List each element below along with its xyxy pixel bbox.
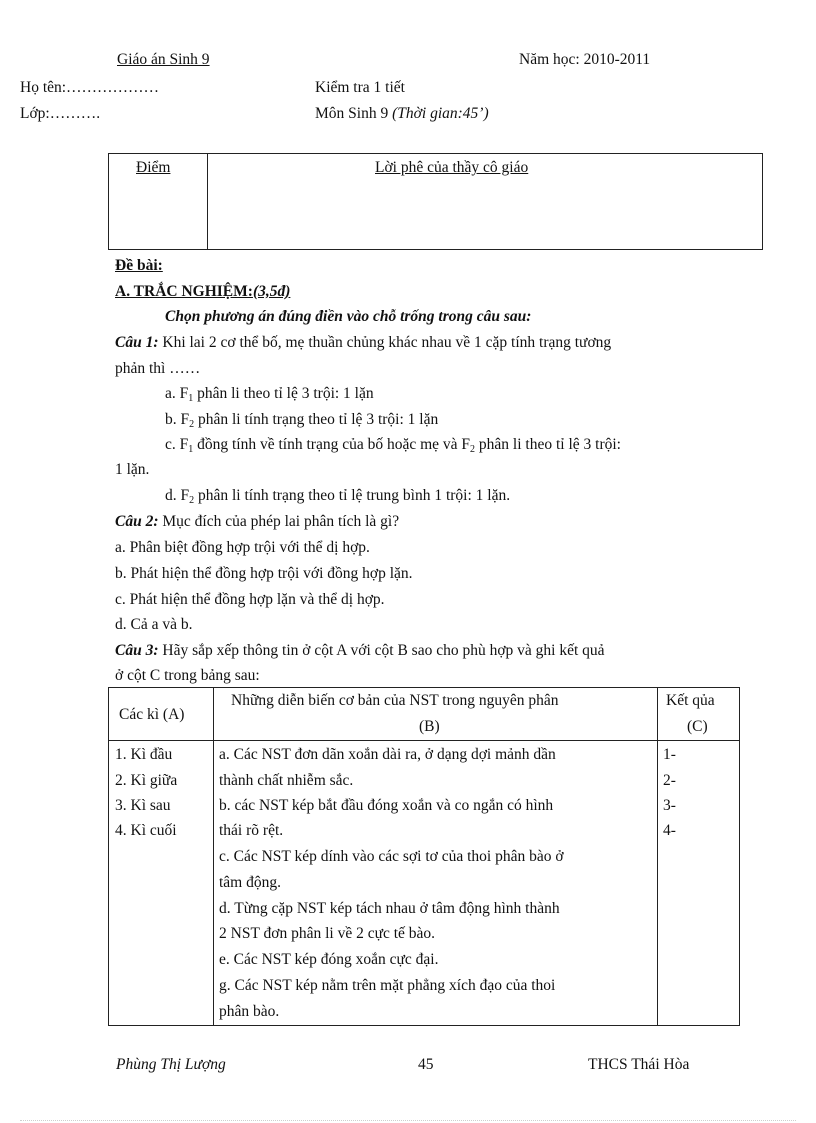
page-bottom-rule	[20, 1120, 796, 1121]
option-text: b. F	[165, 411, 190, 428]
grade-box	[108, 153, 763, 250]
school-name: THCS Thái Hòa	[588, 1056, 690, 1073]
page-number: 45	[418, 1056, 434, 1073]
teacher-comment-header: Lời phê của thầy cô giáo	[375, 159, 529, 176]
question-2-option-c: c. Phát hiện thể đồng hợp lặn và thể dị hợp.	[115, 591, 385, 608]
question-1-option-a	[165, 386, 374, 402]
stage-item: 1. Kì đầu	[115, 746, 173, 763]
event-line: g. Các NST kép nằm trên mặt phẳng xích đạo của thoi	[219, 977, 556, 994]
question-3-label: Câu 3:	[115, 642, 159, 659]
subject-label: Môn Sinh 9	[315, 105, 389, 122]
stage-item: 4. Kì cuối	[115, 822, 177, 839]
name-field-label: Họ tên:………………	[20, 79, 160, 96]
subscript: 1	[188, 444, 194, 455]
option-text: phân li tính trạng theo tỉ lệ 3 trội: 1 lặn	[194, 411, 439, 428]
question-1-option-c-cont: 1 lặn.	[115, 461, 150, 478]
event-line: a. Các NST đơn dãn xoắn dài ra, ở dạng dợi mảnh dần	[219, 746, 556, 763]
table-header-divider	[109, 740, 739, 741]
score-header: Điểm	[136, 159, 171, 176]
exam-title: Đề bài:	[115, 257, 163, 274]
question-1-option-c	[165, 437, 621, 453]
author-name: Phùng Thị Lượng	[116, 1056, 226, 1073]
result-item: 2-	[663, 772, 676, 789]
table-divider	[213, 688, 214, 1025]
question-2-option-d: d. Cả a và b.	[115, 616, 193, 633]
subscript: 2	[470, 444, 476, 455]
result-item: 1-	[663, 746, 676, 763]
option-text: a. F	[165, 385, 189, 402]
option-text: c. F	[165, 436, 189, 453]
column-b-header-2: (B)	[419, 718, 440, 735]
column-c-header-2: (C)	[687, 718, 708, 735]
question-1-option-d	[165, 488, 510, 504]
question-3-text-1: Hãy sắp xếp thông tin ở cột A với cột B sao cho phù hợp và ghi kết quả	[162, 642, 605, 659]
subscript: 2	[189, 495, 195, 506]
event-line: thành chất nhiễm sắc.	[219, 772, 354, 789]
event-line: d. Từng cặp NST kép tách nhau ở tâm động hình thành	[219, 900, 560, 917]
event-line: 2 NST đơn phân li về 2 cực tế bào.	[219, 925, 436, 942]
question-3-line-1	[115, 643, 739, 659]
option-text: phân li theo tỉ lệ 3 trội: 1 lặn	[193, 385, 374, 402]
column-a-header: Các kì (A)	[119, 706, 185, 723]
event-line: phân bào.	[219, 1003, 280, 1020]
question-2-option-b: b. Phát hiện thể đồng hợp trội với đồng hợp lặn.	[115, 565, 413, 582]
question-1-line-1	[115, 335, 739, 351]
question-1-text-2: phản thì ……	[115, 360, 201, 377]
event-line: thái rõ rệt.	[219, 822, 284, 839]
subject-line	[315, 106, 489, 122]
mitosis-stage-table	[108, 687, 740, 1026]
test-label: Kiểm tra 1 tiết	[315, 79, 405, 96]
column-c-header-1: Kết qủa	[666, 692, 715, 709]
result-item: 4-	[663, 822, 676, 839]
question-1-text-1: Khi lai 2 cơ thể bố, mẹ thuần chủng khác nhau về 1 cặp tính trạng tương	[162, 334, 612, 351]
option-text: đồng tính về tính trạng của bố hoặc mẹ và F	[193, 436, 471, 453]
question-1-option-b	[165, 412, 438, 428]
question-2-label: Câu 2:	[115, 513, 159, 530]
event-line: tâm động.	[219, 874, 281, 891]
school-year: Năm học: 2010-2011	[519, 51, 651, 68]
instruction: Chọn phương án đúng điền vào chỗ trống trong câu sau:	[165, 308, 532, 325]
event-line: c. Các NST kép dính vào các sợi tơ của thoi phân bào ở	[219, 848, 564, 865]
question-2-option-a: a. Phân biệt đồng hợp trội với thể dị hợp.	[115, 539, 370, 556]
question-2-text: Mục đích của phép lai phân tích là gì?	[158, 513, 400, 530]
option-text: phân li tính trạng theo tỉ lệ trung bình 1 trội: 1 lặn.	[194, 487, 511, 504]
table-divider	[657, 688, 658, 1025]
option-text: d. F	[165, 487, 190, 504]
event-line: b. các NST kép bắt đầu đóng xoắn và co ngắn có hình	[219, 797, 554, 814]
column-b-header-1: Những diễn biến cơ bản của NST trong nguyên phân	[231, 692, 559, 709]
stage-item: 2. Kì giữa	[115, 772, 178, 789]
grade-box-divider	[207, 154, 208, 249]
section-a-points: (3,5đ)	[252, 283, 291, 300]
result-item: 3-	[663, 797, 676, 814]
lesson-plan-label: Giáo án Sinh 9	[117, 51, 210, 68]
option-text: phân li theo tỉ lệ 3 trội:	[475, 436, 621, 453]
question-1-label: Câu 1:	[115, 334, 159, 351]
section-a-title: A. TRẮC NGHIỆM:	[115, 283, 253, 300]
event-line: e. Các NST kép đóng xoắn cực đại.	[219, 951, 439, 968]
time-label: (Thời gian:45’)	[392, 105, 489, 122]
question-3-text-2: ở cột C trong bảng sau:	[115, 667, 260, 684]
class-field-label: Lớp:……….	[20, 105, 101, 122]
question-2	[115, 514, 399, 530]
subscript: 2	[189, 419, 195, 430]
section-a-heading	[115, 284, 290, 300]
subscript: 1	[188, 393, 194, 404]
stage-item: 3. Kì sau	[115, 797, 171, 814]
